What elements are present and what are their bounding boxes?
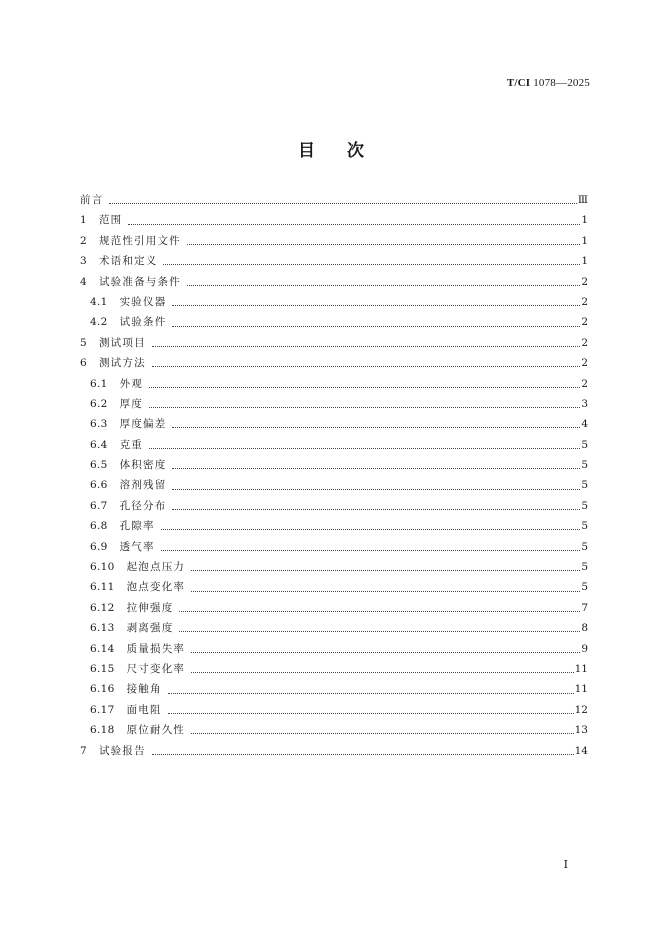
toc-entry-page: 5 <box>581 459 588 472</box>
toc-entry-page: 13 <box>574 724 588 737</box>
toc-entry[interactable] <box>80 414 588 434</box>
toc-entry[interactable] <box>80 639 588 659</box>
toc-entry-number: 6.8 <box>90 520 108 533</box>
toc-entry-page: 9 <box>581 642 588 655</box>
toc-dot-leader <box>128 223 580 225</box>
toc-entry[interactable] <box>80 272 588 292</box>
toc-entry[interactable] <box>80 659 588 679</box>
toc-entry-number: 6 <box>80 357 87 370</box>
toc-entry-label: 规范性引用文件 <box>98 234 181 247</box>
toc-entry-page: Ⅲ <box>577 194 588 206</box>
toc-entry-page: 2 <box>581 316 588 329</box>
toc-dot-leader <box>187 284 580 286</box>
toc-entry-label: 接触角 <box>126 683 162 696</box>
toc-entry[interactable] <box>80 598 588 618</box>
toc-entry-page: 4 <box>581 418 588 431</box>
toc-entry-page: 3 <box>581 397 588 410</box>
toc-dot-leader <box>172 467 580 469</box>
toc-entry-page: 2 <box>581 357 588 370</box>
toc-entry-label: 厚度 <box>119 397 144 410</box>
toc-entry-label: 测试项目 <box>98 336 146 349</box>
toc-entry-label: 外观 <box>119 377 144 390</box>
toc-entry-number: 6.6 <box>90 479 108 492</box>
toc-entry[interactable] <box>80 577 588 597</box>
toc-entry-page: 5 <box>581 581 588 594</box>
toc-dot-leader <box>152 753 574 755</box>
toc-entry-label: 质量损失率 <box>126 642 186 655</box>
toc-dot-leader <box>161 549 581 551</box>
toc-entry[interactable] <box>80 679 588 699</box>
toc-entry-number: 6.2 <box>90 397 108 410</box>
toc-entry[interactable] <box>80 537 588 557</box>
toc-dot-leader <box>149 447 580 449</box>
page-number: I <box>563 858 568 871</box>
toc-entry[interactable] <box>80 190 588 210</box>
toc-entry[interactable] <box>80 557 588 577</box>
toc-entry-page: 5 <box>581 499 588 512</box>
toc-dot-leader <box>172 426 580 428</box>
toc-entry-page: 14 <box>574 744 588 757</box>
toc-entry-page: 1 <box>581 234 588 247</box>
toc-dot-leader <box>168 712 574 714</box>
toc-dot-leader <box>163 263 580 265</box>
toc-entry-page: 2 <box>581 295 588 308</box>
toc-entry-page: 11 <box>574 662 588 675</box>
toc-entry[interactable] <box>80 394 588 414</box>
toc-dot-leader <box>109 202 576 204</box>
toc-entry-number: 6.17 <box>90 703 115 716</box>
toc-dot-leader <box>191 569 580 571</box>
toc-entry-page: 2 <box>581 336 588 349</box>
toc-entry[interactable] <box>80 251 588 271</box>
toc-title: 目次 <box>298 141 396 161</box>
toc-entry-label: 前言 <box>80 194 104 206</box>
toc-dot-leader <box>179 610 580 612</box>
toc-entry[interactable] <box>80 231 588 251</box>
toc-entry-number: 1 <box>80 214 87 227</box>
toc-entry-label: 透气率 <box>119 540 155 553</box>
toc-dot-leader <box>172 304 580 306</box>
toc-entry-number: 6.13 <box>90 622 115 635</box>
toc-entry-number: 7 <box>80 744 87 757</box>
toc-entry-label: 面电阻 <box>126 703 162 716</box>
toc-entry-label: 起泡点压力 <box>126 561 186 574</box>
toc-entry-number: 6.15 <box>90 662 115 675</box>
toc-dot-leader <box>191 732 574 734</box>
toc-entry-label: 厚度偏差 <box>119 418 167 431</box>
toc-entry[interactable] <box>80 700 588 720</box>
toc-entry-number: 4.2 <box>90 316 108 329</box>
toc-entry[interactable] <box>80 475 588 495</box>
toc-entry-label: 拉伸强度 <box>126 601 174 614</box>
toc-entry-label: 原位耐久性 <box>126 724 186 737</box>
toc-entry-number: 6.12 <box>90 601 115 614</box>
toc-entry-number: 6.5 <box>90 459 108 472</box>
toc-entry-number: 6.14 <box>90 642 115 655</box>
document-code-prefix: T/CI <box>506 77 531 89</box>
toc-dot-leader <box>191 590 580 592</box>
toc-dot-leader <box>187 243 580 245</box>
toc-entry[interactable] <box>80 292 588 312</box>
toc-entry-number: 6.11 <box>90 581 115 594</box>
toc-entry-label: 孔隙率 <box>119 520 155 533</box>
toc-entry-page: 12 <box>574 703 588 716</box>
toc-entry-label: 实验仪器 <box>119 295 167 308</box>
toc-entry-label: 试验条件 <box>119 316 167 329</box>
toc-entry[interactable] <box>80 618 588 638</box>
toc-entry-label: 尺寸变化率 <box>126 662 186 675</box>
toc-entry-label: 孔径分布 <box>119 499 167 512</box>
toc-entry-number: 6.1 <box>90 377 108 390</box>
toc-entry-label: 范围 <box>98 214 123 227</box>
toc-entry-label: 溶剂残留 <box>119 479 167 492</box>
toc-entry-number: 6.9 <box>90 540 108 553</box>
toc-entry-number: 4.1 <box>90 295 108 308</box>
toc-entry-number: 6.7 <box>90 499 108 512</box>
toc-dot-leader <box>172 325 580 327</box>
toc-entry-label: 剥离强度 <box>126 622 174 635</box>
toc-dot-leader <box>149 386 580 388</box>
toc-entry-page: 5 <box>581 561 588 574</box>
toc-entry[interactable] <box>80 210 588 230</box>
toc-entry-page: 5 <box>581 540 588 553</box>
toc-entry[interactable] <box>80 516 588 536</box>
toc-entry-number: 6.3 <box>90 418 108 431</box>
toc-entry-number: 6.18 <box>90 724 115 737</box>
toc-entry-page: 2 <box>581 275 588 288</box>
toc-entry[interactable] <box>80 720 588 740</box>
toc-entry-label: 泡点变化率 <box>126 581 186 594</box>
toc-entry[interactable] <box>80 333 588 353</box>
toc-entry[interactable] <box>80 455 588 475</box>
toc-dot-leader <box>191 671 574 673</box>
toc-entry-page: 2 <box>581 377 588 390</box>
toc-dot-leader <box>191 651 580 653</box>
toc-entry-page: 1 <box>581 214 588 227</box>
toc-entry-number: 6.10 <box>90 561 115 574</box>
toc-entry-label: 克重 <box>119 438 144 451</box>
toc-entry-page: 11 <box>574 683 588 696</box>
toc-dot-leader <box>179 630 580 632</box>
toc-entry[interactable] <box>80 353 588 373</box>
toc-entry-number: 6.16 <box>90 683 115 696</box>
toc-entry-label: 试验报告 <box>98 744 146 757</box>
toc-entry[interactable] <box>80 496 588 516</box>
toc-entry-number: 4 <box>80 275 87 288</box>
document-code-number: 1078—2025 <box>530 77 590 89</box>
toc-dot-leader <box>152 365 581 367</box>
toc-dot-leader <box>172 488 580 490</box>
toc-entry-page: 5 <box>581 520 588 533</box>
toc-entry-page: 1 <box>581 255 588 268</box>
toc-dot-leader <box>152 345 581 347</box>
document-code <box>507 77 590 89</box>
toc-entry-label: 体积密度 <box>119 459 167 472</box>
toc-entry[interactable] <box>80 312 588 332</box>
toc-entry-label: 试验准备与条件 <box>98 275 181 288</box>
table-of-contents <box>80 190 588 761</box>
toc-entry-page: 5 <box>581 479 588 492</box>
toc-entry[interactable] <box>80 741 588 761</box>
toc-dot-leader <box>168 692 574 694</box>
toc-entry-number: 5 <box>80 336 87 349</box>
toc-dot-leader <box>149 406 580 408</box>
toc-entry-page: 8 <box>581 622 588 635</box>
toc-entry-label: 测试方法 <box>98 357 146 370</box>
toc-dot-leader <box>172 508 580 510</box>
toc-entry-number: 2 <box>80 234 87 247</box>
toc-entry-page: 7 <box>581 601 588 614</box>
toc-entry-number: 6.4 <box>90 438 108 451</box>
toc-entry[interactable] <box>80 435 588 455</box>
toc-entry[interactable] <box>80 374 588 394</box>
toc-entry-number: 3 <box>80 255 87 268</box>
toc-dot-leader <box>161 528 581 530</box>
toc-entry-page: 5 <box>581 438 588 451</box>
toc-entry-label: 术语和定义 <box>98 255 158 268</box>
